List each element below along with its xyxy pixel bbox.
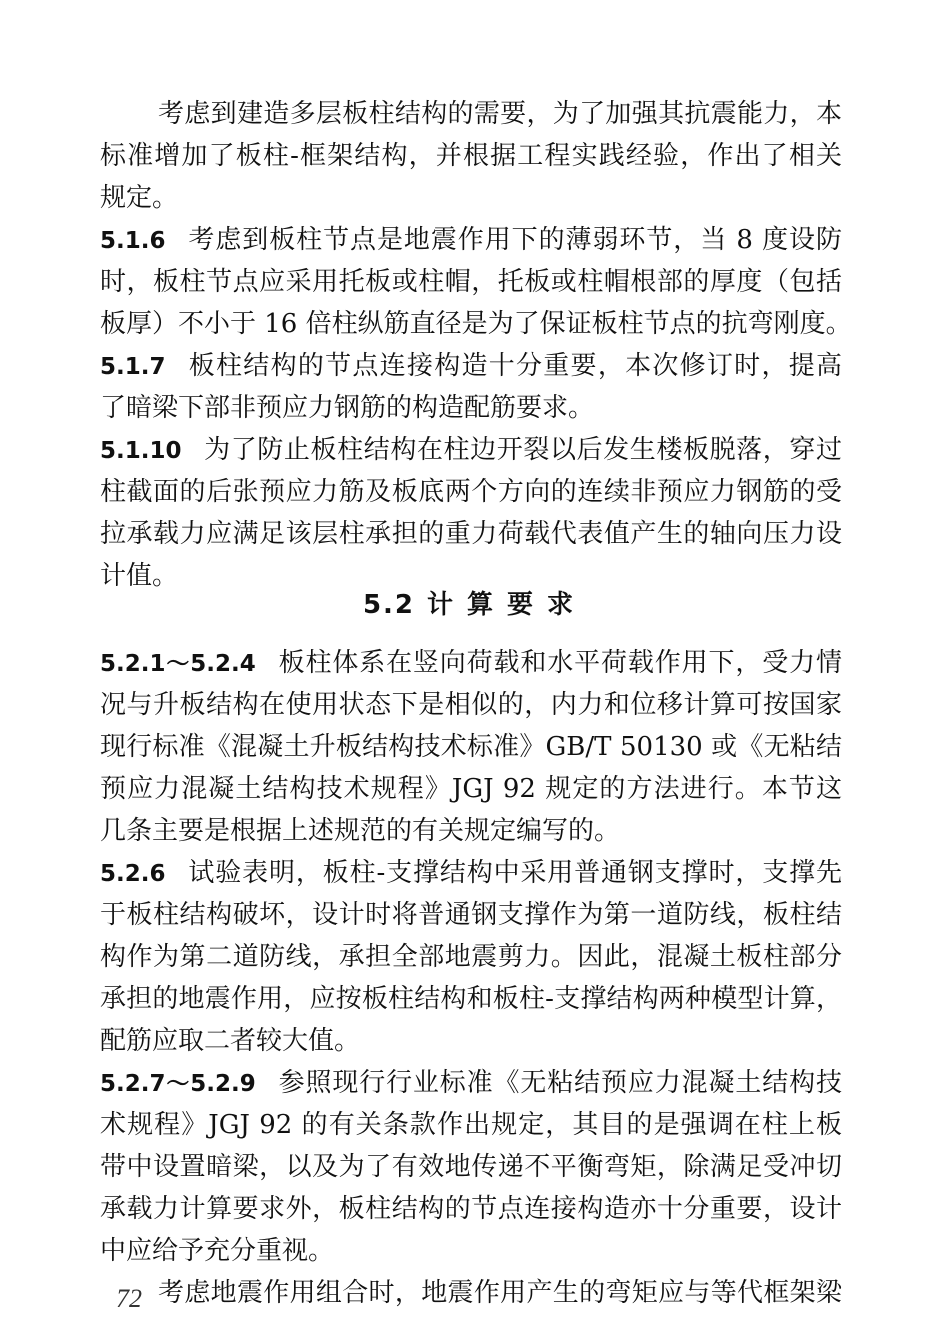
paragraph-line: 承担的地震作用，应按板柱结构和板柱-支撑结构两种模型计算，: [100, 984, 842, 1014]
paragraph-line: 考虑地震作用组合时，地震作用产生的弯矩应与等代框架梁: [158, 1278, 842, 1308]
paragraph-line: 预应力混凝土结构技术规程》JGJ 92 规定的方法进行。本节这: [100, 774, 842, 804]
paragraph-line: 带中设置暗梁，以及为了有效地传递不平衡弯矩，除满足受冲切: [100, 1152, 842, 1182]
clause-text: 考虑到板柱节点是地震作用下的薄弱环节，当 8 度设防: [187, 225, 842, 255]
clause-number: 5.2.1～5.2.4: [100, 651, 256, 677]
paragraph-line: 术规程》JGJ 92 的有关条款作出规定，其目的是强调在柱上板: [100, 1110, 842, 1140]
clause-5-1-10: [100, 429, 842, 471]
clause-text: 板柱体系在竖向荷载和水平荷载作用下，受力情: [277, 648, 842, 678]
paragraph-line: 规定。: [100, 183, 179, 213]
paragraph-line: 了暗梁下部非预应力钢筋的构造配筋要求。: [100, 393, 595, 423]
paragraph-line: 拉承载力应满足该层柱承担的重力荷载代表值产生的轴向压力设: [100, 519, 842, 549]
clause-text: 为了防止板柱结构在柱边开裂以后发生楼板脱落，穿过: [203, 435, 842, 465]
clause-text: 板柱结构的节点连接构造十分重要，本次修订时，提高: [187, 351, 842, 381]
clause-number: 5.1.7: [100, 354, 166, 380]
section-title: 计算要求: [427, 590, 588, 620]
paragraph-line: 柱截面的后张预应力筋及板底两个方向的连续非预应力钢筋的受: [100, 477, 842, 507]
paragraph-line: 几条主要是根据上述规范的有关规定编写的。: [100, 816, 621, 846]
section-heading: [0, 583, 950, 627]
page-number: 72: [116, 1284, 142, 1313]
clause-5-2-7: [100, 1062, 842, 1104]
clause-5-2-6: [100, 852, 842, 894]
clause-number: 5.2.7～5.2.9: [100, 1071, 256, 1097]
section-number: 5.2: [362, 590, 416, 620]
clause-text: 试验表明，板柱-支撑结构中采用普通钢支撑时，支撑先: [187, 858, 842, 888]
paragraph-line: 配筋应取二者较大值。: [100, 1026, 361, 1056]
clause-number: 5.1.10: [100, 438, 182, 464]
clause-5-1-6: [100, 219, 842, 261]
paragraph-line: 于板柱结构破坏，设计时将普通钢支撑作为第一道防线，板柱结: [100, 900, 842, 930]
paragraph-line: 标准增加了板柱-框架结构，并根据工程实践经验，作出了相关: [100, 141, 842, 171]
paragraph-line: 时，板柱节点应采用托板或柱帽，托板或柱帽根部的厚度（包括: [100, 267, 842, 297]
paragraph-line: 承载力计算要求外，板柱结构的节点连接构造亦十分重要，设计: [100, 1194, 842, 1224]
clause-number: 5.1.6: [100, 228, 166, 254]
paragraph-line: 板厚）不小于 16 倍柱纵筋直径是为了保证板柱节点的抗弯刚度。: [100, 309, 852, 339]
paragraph-line: 计值。: [100, 561, 179, 591]
paragraph-line: 构作为第二道防线，承担全部地震剪力。因此，混凝土板柱部分: [100, 942, 842, 972]
paragraph-line: 况与升板结构在使用状态下是相似的，内力和位移计算可按国家: [100, 690, 842, 720]
paragraph-line: 现行标准《混凝土升板结构技术标准》GB/T 50130 或《无粘结: [100, 732, 842, 762]
clause-5-1-7: [100, 345, 842, 387]
clause-text: 参照现行行业标准《无粘结预应力混凝土结构技: [277, 1068, 842, 1098]
clause-number: 5.2.6: [100, 861, 166, 887]
paragraph-line: 中应给予充分重视。: [100, 1236, 335, 1266]
paragraph-line: 考虑到建造多层板柱结构的需要，为了加强其抗震能力，本: [158, 99, 842, 129]
clause-5-2-1: [100, 642, 842, 684]
